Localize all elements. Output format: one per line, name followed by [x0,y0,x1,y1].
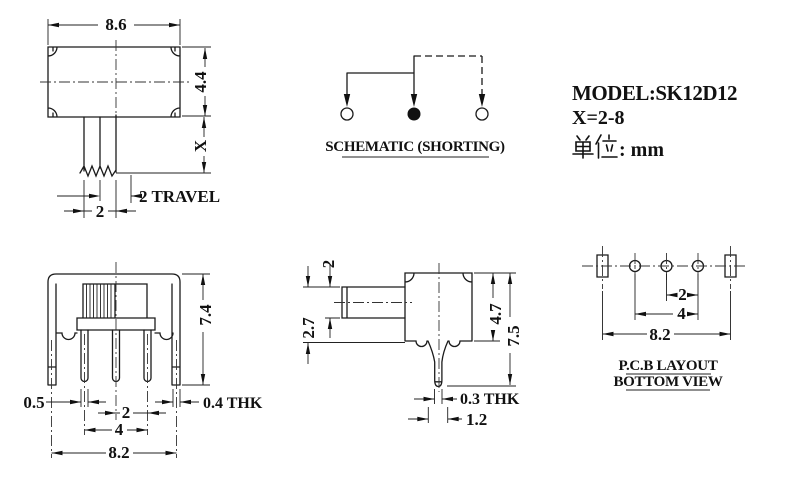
model-label: MODEL:SK12D12 [572,81,738,105]
dim-stem-width: 2 [95,202,105,221]
unit-cjk-glyph-dan [573,136,593,158]
dim-pcb-pitch: 2 [678,285,687,304]
pcb-caption-line1: P.C.B LAYOUT [618,358,718,374]
dim-pcb-span: 4 [677,304,686,323]
side-view-body-outline [405,273,472,347]
dim-travel: 2 TRAVEL [139,187,221,206]
terminal-circle-middle-filled [408,108,421,121]
x-range-label: X=2-8 [572,107,625,129]
dim-pcb-total: 8.2 [649,325,671,344]
terminal-circle-right [476,108,488,120]
top-view-centerlines [40,40,190,114]
dim-pin-thk: 0.3 THK [460,391,520,408]
top-view-dimension-lines [48,25,205,211]
pcb-centerlines [582,246,748,289]
dim-pin-tip-width: 1.2 [466,410,488,429]
side-view-centerlines [334,263,439,392]
dim-pin-width: 0.5 [23,393,45,412]
schematic-dashed-wires [414,56,482,95]
dim-top-width: 8.6 [105,15,127,34]
front-view-pins [81,330,151,382]
dim-bracket-thk: 0.4 THK [203,395,263,412]
top-view [40,15,220,221]
top-view-arrowheads [48,23,207,213]
dim-pin-pitch: 2 [121,403,131,422]
dim-actuator-offset: 2.7 [299,317,318,339]
dim-side-body-height: 4.7 [486,303,505,325]
dim-total-width: 8.2 [108,443,130,462]
unit-label [573,135,664,161]
front-view [23,262,262,462]
dim-actuator-dia: 2 [319,259,338,269]
terminal-circle-left [341,108,353,120]
pcb-layout-view [582,246,748,390]
dim-stem-x: X [191,139,210,153]
front-view-arrowheads [52,274,206,455]
unit-suffix: : mm [619,139,664,161]
pcb-caption-line2: BOTTOM VIEW [613,374,723,390]
schematic-caption: SCHEMATIC (SHORTING) [325,139,505,155]
schematic-solid-wires [347,56,414,97]
dim-top-height: 4.4 [191,71,210,93]
schematic-arrowheads [344,94,485,107]
front-view-knob-hatch [87,284,112,318]
unit-cjk-glyph-wei [596,135,617,158]
side-view [299,260,523,429]
title-block [572,81,737,161]
dim-front-height: 7.4 [196,304,215,326]
dim-pin-span: 4 [114,420,124,439]
top-view-stem [80,115,116,176]
dim-side-total-height: 7.5 [504,325,523,347]
side-view-pin [428,341,448,387]
schematic-view [325,56,505,157]
